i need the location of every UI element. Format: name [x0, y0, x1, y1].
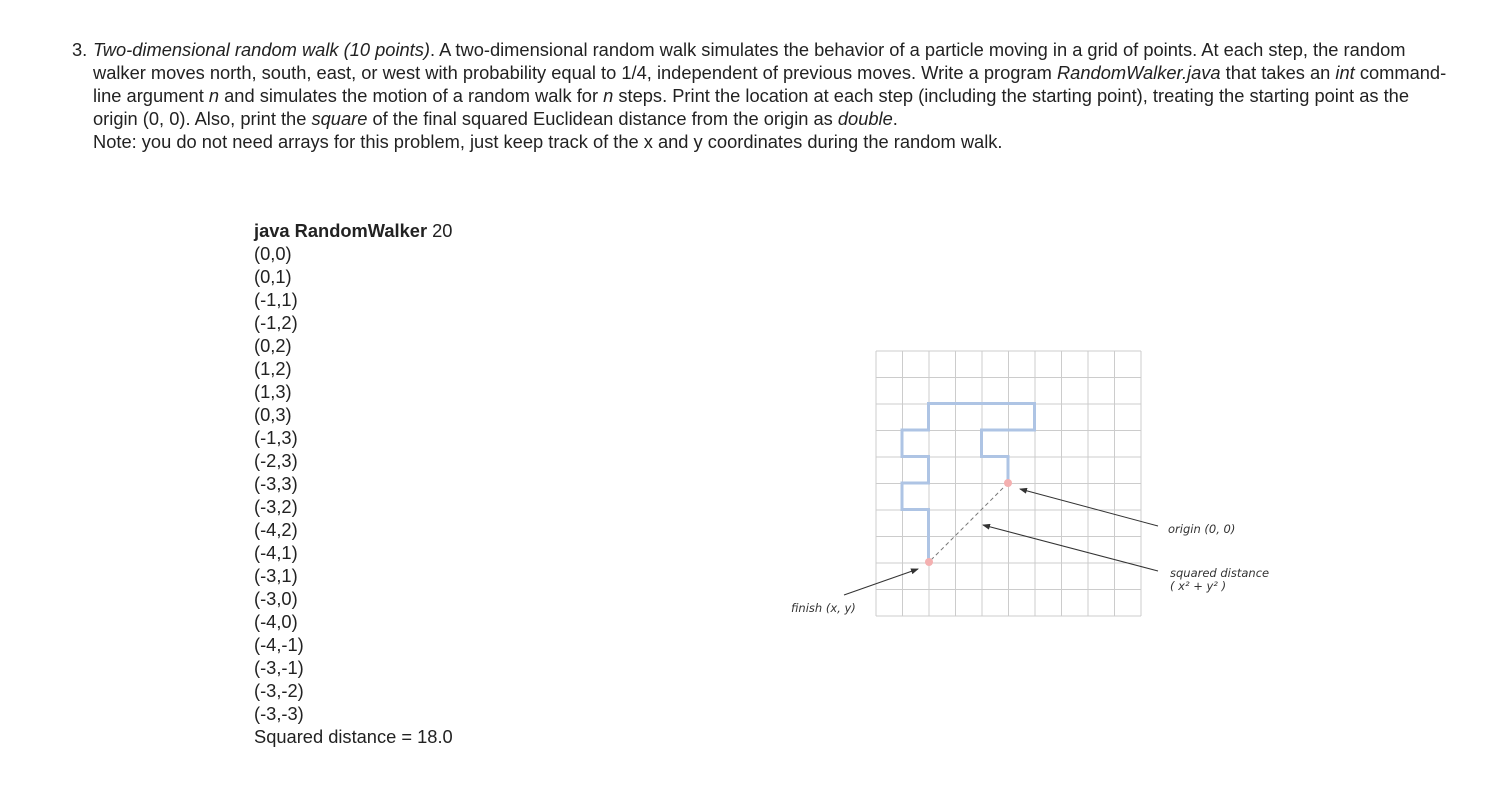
squared-distance-arrow — [983, 525, 1158, 571]
output-line: (-3,-2) — [254, 680, 304, 701]
problem-statement — [72, 38, 1452, 153]
output-line: (0,2) — [254, 335, 292, 356]
output-line: (-3,-3) — [254, 703, 304, 724]
problem-title: Two-dimensional random walk (10 points) — [93, 39, 430, 60]
origin-arrow — [1020, 489, 1158, 526]
output-line: (1,3) — [254, 381, 292, 402]
squared-distance-formula: ( x² + y² ) — [1170, 579, 1227, 593]
sample-output — [254, 219, 453, 748]
finish-arrow — [844, 569, 918, 595]
output-line: (-3,0) — [254, 588, 298, 609]
output-line: (-3,2) — [254, 496, 298, 517]
problem-number: 3. — [72, 39, 88, 60]
output-line: (-1,3) — [254, 427, 298, 448]
output-line: (-4,-1) — [254, 634, 304, 655]
problem-note: Note: you do not need arrays for this problem, just keep track of the x and y coordinates during the random walk. — [93, 131, 1003, 152]
output-line: (-4,0) — [254, 611, 298, 632]
command-name: java RandomWalker — [254, 220, 428, 241]
output-line: (1,2) — [254, 358, 292, 379]
random-walk-diagram — [778, 338, 1281, 631]
command-line — [254, 219, 453, 242]
output-line: (0,3) — [254, 404, 292, 425]
squared-distance-label: squared distance — [1170, 566, 1270, 580]
origin-marker — [1004, 479, 1012, 487]
output-line: (-1,1) — [254, 289, 298, 310]
command-argument: 20 — [427, 220, 453, 241]
distance-line — [929, 483, 1008, 562]
finish-marker — [925, 558, 933, 566]
output-line: (-3,1) — [254, 565, 298, 586]
output-line: (-4,1) — [254, 542, 298, 563]
output-line: (0,1) — [254, 266, 292, 287]
output-line: (-4,2) — [254, 519, 298, 540]
output-line: (-2,3) — [254, 450, 298, 471]
finish-label: finish (x, y) — [791, 601, 856, 615]
result-line: Squared distance = 18.0 — [254, 726, 453, 747]
program-name: RandomWalker.java — [1056, 62, 1221, 83]
problem-paragraph: Two-dimensional random walk (10 points). A two-dimensional random walk simulates the behavior of a particle moving in a grid of points. At each step, the random walker moves north, south, east, or west with probability equal to 1/4, independent of previous moves. Write a program RandomWalker.java that takes an int command-line argument n and simulates the motion of a random walk for n steps. Print the location at each step (including the starting point), treating the starting point as the origin (0, 0). Also, print the square of the final squared Euclidean distance from the origin as double. — [93, 39, 1447, 129]
output-line: (-3,3) — [254, 473, 298, 494]
problem-body — [93, 38, 1452, 153]
origin-label: origin (0, 0) — [1168, 522, 1236, 536]
output-line: (-3,-1) — [254, 657, 304, 678]
output-line: (0,0) — [254, 243, 292, 264]
random-walk-figure — [778, 338, 1281, 631]
output-line: (-1,2) — [254, 312, 298, 333]
